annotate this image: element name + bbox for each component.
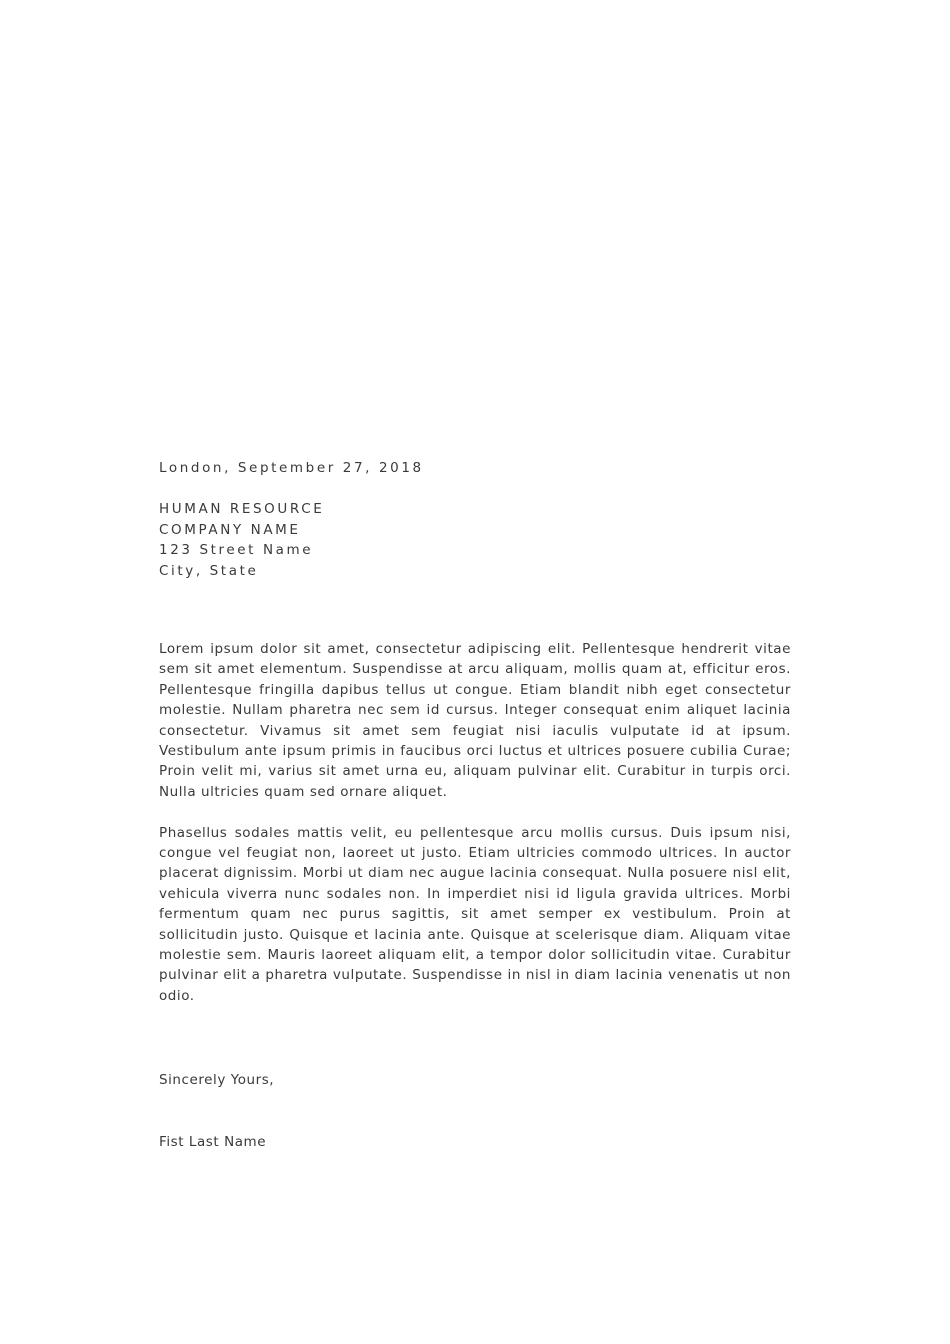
- recipient-city-state: City, State: [159, 562, 259, 579]
- recipient-department: HUMAN RESOURCE: [159, 501, 325, 517]
- signature-name: Fist Last Name: [159, 1133, 267, 1150]
- letter-date: London, September 27, 2018: [159, 460, 424, 476]
- recipient-company: COMPANY NAME: [159, 521, 301, 538]
- recipient-street: 123 Street Name: [159, 542, 314, 558]
- letter-paragraph-1: Lorem ipsum dolor sit amet, consectetur adipiscing elit. Pellentesque hendrerit vitae sem sit amet elementum. Suspendisse at arcu aliquam, mollis quam at, efficitur eros. Pellentesque fringilla dapibus tellus ut congue. Etiam blandit nibh eget consectetur molestie. Nullam pharetra nec sem id cursus. Integer consequat enim aliquet lacinia consectetur. Vivamus sit amet sem feugiat nisi iaculis vulputate id at ipsum. Vestibulum ante ipsum primis in faucibus orci luctus et ultrices posuere cubilia Curae; Proin velit mi, varius sit amet urna eu, aliquam pulvinar elit. Curabitur in turpis orci. Nulla ultricies quam sed ornare aliquet.: [159, 641, 791, 800]
- letter-paragraph-2: Phasellus sodales mattis velit, eu pellentesque arcu mollis cursus. Duis ipsum nisi, congue vel feugiat non, laoreet ut justo. Etiam ultricies commodo ultrices. In auctor placerat dignissim. Morbi ut diam nec augue lacinia consequat. Nulla posuere nisl elit, vehicula viverra nunc sodales non. In imperdiet nisi id ligula gravida ultrices. Morbi fermentum quam nec purus sagittis, sit amet semper ex vestibulum. Proin at sollicitudin justo. Quisque et lacinia ante. Quisque at scelerisque diam. Aliquam vitae molestie sem. Mauris laoreet aliquam elit, a tempor dolor sollicitudin vitae. Curabitur pulvinar elit a pharetra vulputate. Suspendisse in nisl in diam lacinia venenatis ut non odio.: [159, 824, 791, 1004]
- letter-body: [159, 458, 791, 1152]
- recipient-address-block: [159, 499, 791, 581]
- letter-closing: Sincerely Yours,: [159, 1072, 275, 1089]
